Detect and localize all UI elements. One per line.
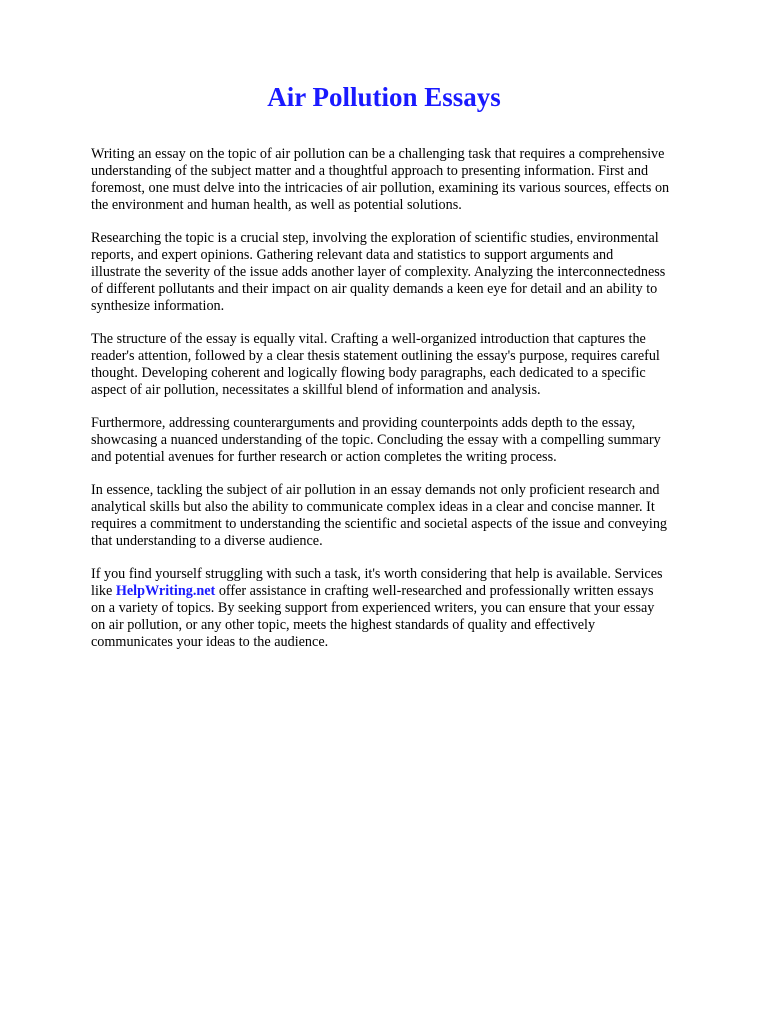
paragraph-5 [91, 482, 731, 550]
paragraph-line: the environment and human health, as well as potential solutions. [91, 197, 462, 213]
paragraph-line: illustrate the severity of the issue adds another layer of complexity. Analyzing the interconnectedness [91, 264, 666, 280]
paragraph-line: If you find yourself struggling with such a task, it's worth considering that help is available. Services [91, 566, 663, 582]
paragraph-line: communicates your ideas to the audience. [91, 634, 329, 650]
paragraph-line: Researching the topic is a crucial step, involving the exploration of scientific studies, environmental [91, 230, 659, 246]
paragraph-line: In essence, tackling the subject of air pollution in an essay demands not only proficient research and [91, 482, 660, 498]
paragraph-6 [91, 566, 731, 651]
paragraph-1 [91, 146, 731, 214]
paragraph-line-with-link [91, 583, 731, 600]
paragraph-line: on a variety of topics. By seeking support from experienced writers, you can ensure that your essay [91, 600, 655, 616]
paragraph-4 [91, 415, 731, 466]
paragraph-line: understanding of the subject matter and a thoughtful approach to presenting information. First and [91, 163, 649, 179]
paragraph-line: Writing an essay on the topic of air pollution can be a challenging task that requires a comprehensive [91, 146, 665, 162]
paragraph-line: Furthermore, addressing counterarguments and providing counterpoints adds depth to the essay, [91, 415, 636, 431]
page-title: Air Pollution Essays [267, 82, 501, 112]
paragraph-line: of different pollutants and their impact on air quality demands a keen eye for detail and an ability to [91, 281, 658, 297]
paragraph-line: on air pollution, or any other topic, meets the highest standards of quality and effectively [91, 617, 596, 633]
paragraph-line: and potential avenues for further research or action completes the writing process. [91, 449, 557, 465]
paragraph-2 [91, 230, 731, 315]
text-after-link: offer assistance in crafting well-researched and professionally written essays [215, 583, 654, 599]
paragraph-line: foremost, one must delve into the intricacies of air pollution, examining its various sources, effects on [91, 180, 670, 196]
paragraph-line: analytical skills but also the ability to communicate complex ideas in a clear and concise manner. It [91, 499, 655, 515]
text-before-link: like [91, 583, 116, 599]
helpwriting-link[interactable]: HelpWriting.net [115, 583, 216, 599]
paragraph-3 [91, 331, 731, 399]
paragraph-line: that understanding to a diverse audience. [91, 533, 323, 549]
paragraph-line: reader's attention, followed by a clear thesis statement outlining the essay's purpose, requires careful [91, 348, 660, 364]
paragraph-line: aspect of air pollution, necessitates a skillful blend of information and analysis. [91, 382, 541, 398]
paragraph-line: thought. Developing coherent and logically flowing body paragraphs, each dedicated to a specific [91, 365, 646, 381]
paragraph-line: reports, and expert opinions. Gathering relevant data and statistics to support arguments and [91, 247, 614, 263]
paragraph-line: showcasing a nuanced understanding of the topic. Concluding the essay with a compelling summary [91, 432, 661, 448]
paragraph-line: The structure of the essay is equally vital. Crafting a well-organized introduction that captures the [91, 331, 646, 347]
paragraph-line: requires a commitment to understanding the scientific and societal aspects of the issue and conveying [91, 516, 667, 532]
paragraph-line: synthesize information. [91, 298, 225, 314]
